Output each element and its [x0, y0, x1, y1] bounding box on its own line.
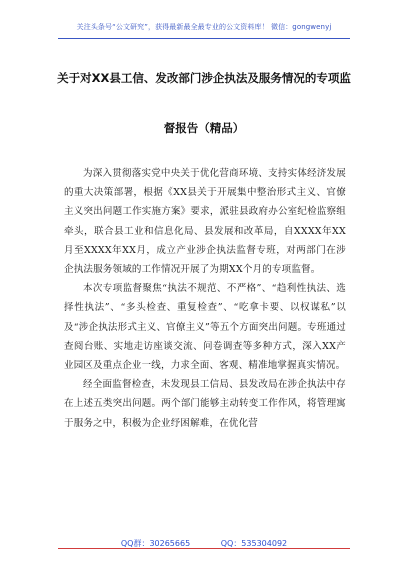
- header-banner: 关注头条号“公文研究”，获得最新最全最专业的公文资料库！ 微信：gongwenyj: [76, 23, 332, 31]
- footer-qq-group: QQ群：30265665: [120, 539, 191, 548]
- paragraph-1: 为深入贯彻落实党中央关于优化营商环境、支持实体经济发展的重大决策部署，根据《XX县关于开展集中整治形式主义、官僚主义突出问题工作实施方案》要求，派驻县政府办公室纪检监察组牵头，联合县工业和信息化局、县发展和改革局，自XXXX年XX月至XXXX年XX月，成立产业涉企执法监督专班，对两部门在涉企执法服务领域的工作情况开展了为期XX个月的专项监督。: [64, 168, 346, 276]
- document-title-line-2: 督报告（精品）: [163, 121, 245, 135]
- paragraph-3: 经全面监督检查，未发现县工信局、县发改局在涉企执法中存在上述五类突出问题。两个部门能够主动转变工作作风，将管理寓于服务之中，积极为企业纾困解难，在优化营: [64, 379, 346, 429]
- footer-qq: QQ：535304092: [220, 539, 288, 548]
- paragraph-2: 本次专项监督聚焦“执法不规范、不严格”、“趋利性执法、选择性执法”、“多头检查、重复检查”、“吃拿卡要、以权谋私”以及“涉企执法形式主义、官僚主义”等五个方面突出问题。专班通过查阅台账、实地走访座谈交流、问卷调查等多种方式，深入XX产业园区及重点企业一线，力求全面、客观、精准地掌握真实情况。: [64, 283, 346, 372]
- document-body: [64, 164, 346, 433]
- footer-divider: [58, 548, 350, 549]
- header-divider: [58, 38, 350, 39]
- document-title-line-1: 关于对XX县工信、发改部门涉企执法及服务情况的专项监: [57, 71, 351, 85]
